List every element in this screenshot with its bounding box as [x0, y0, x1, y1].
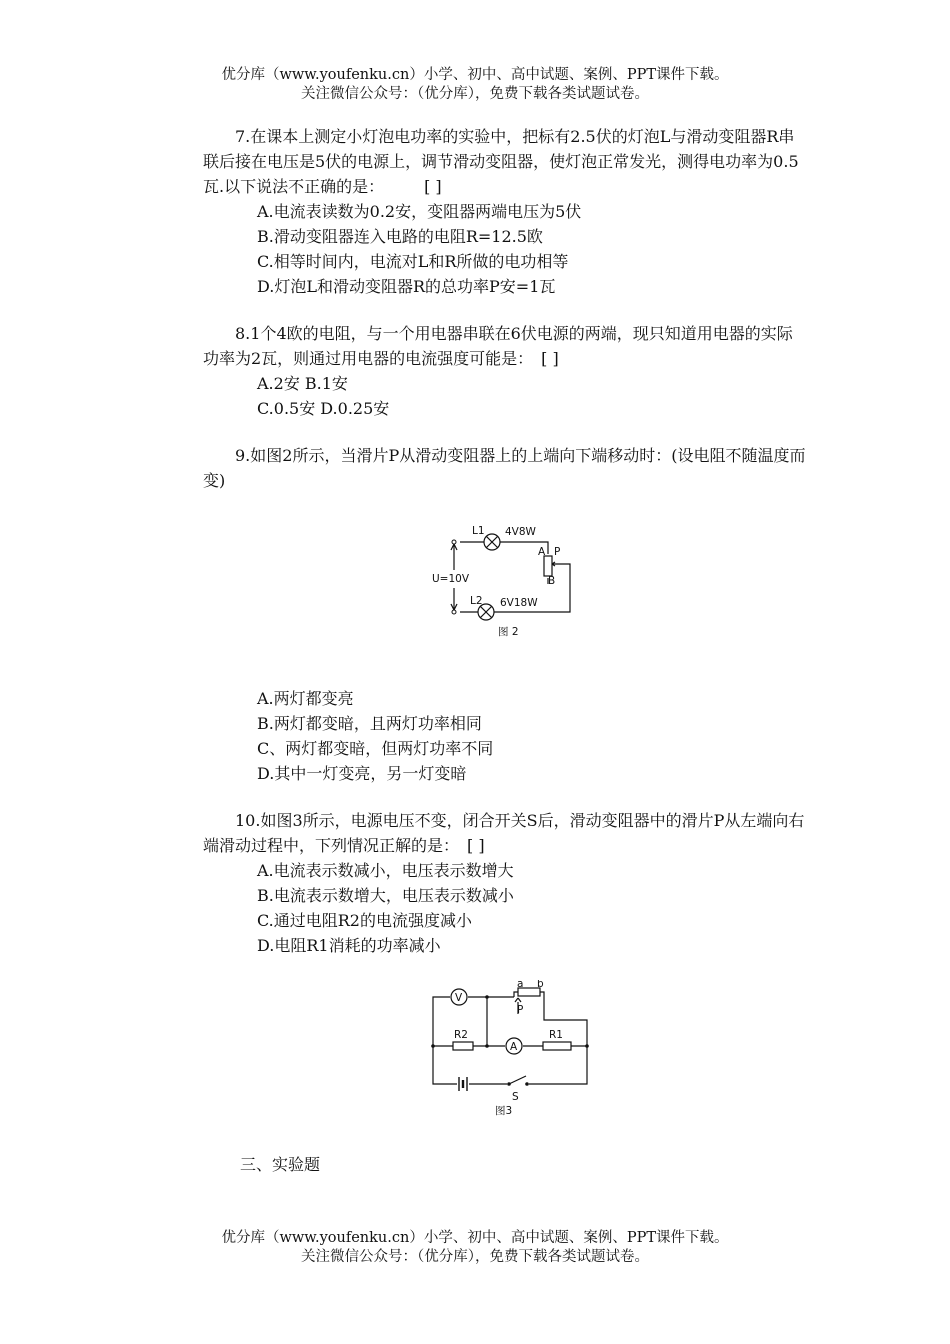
resistor-r2-icon	[453, 1042, 473, 1050]
fig3-label-s: S	[512, 1091, 519, 1103]
terminal-top-icon	[452, 540, 456, 544]
fig2-caption: 图 2	[498, 626, 519, 638]
junction-left-icon	[431, 1044, 435, 1048]
question-10-option-b: B.电流表示数增大，电压表示数减小	[257, 886, 514, 905]
ammeter-icon	[506, 1038, 522, 1054]
question-8-option-cd: C.0.5安 D.0.25安	[257, 399, 390, 418]
question-10-option-d: D.电阻R1消耗的功率减小	[257, 936, 441, 955]
battery-icon	[459, 1077, 467, 1091]
question-9-option-b: B.两灯都变暗，且两灯功率相同	[257, 714, 482, 733]
fig2-label-l2: L2	[470, 595, 483, 607]
page-header	[0, 66, 950, 104]
junction-right-icon	[585, 1044, 589, 1048]
question-7-stem: 7.在课本上测定小灯泡电功率的实验中，把标有2.5伏的灯泡L与滑动变阻器R串联后接在电压是5伏的电源上，调节滑动变阻器，使灯泡正常发光，测得电功率为0.5瓦.以下说法不正确的是： [ ]	[203, 127, 799, 196]
header-line-2: 关注微信公众号：（优分库），免费下载各类试题试卷。	[301, 86, 649, 102]
fig2-label-l1-rating: 4V8W	[505, 526, 536, 538]
fig3-label-b: b	[537, 980, 544, 990]
voltmeter-icon	[451, 989, 467, 1005]
header-line-1: 优分库（www.youfenku.cn）小学、初中、高中试题、案例、PPT课件下载。	[221, 67, 729, 83]
questions-block	[203, 124, 808, 493]
question-9-option-c: C、两灯都变暗，但两灯功率不同	[257, 739, 494, 758]
fig3-label-r2: R2	[454, 1029, 468, 1041]
question-7-option-d: D.灯泡L和滑动变阻器R的总功率P安=1瓦	[257, 277, 556, 296]
fig2-label-l1: L1	[472, 525, 485, 537]
question-7-option-c: C.相等时间内，电流对L和R所做的电功相等	[257, 252, 569, 271]
fig2-label-a: A	[538, 546, 546, 558]
question-9-option-d: D.其中一灯变亮，另一灯变暗	[257, 764, 467, 783]
figure-2-circuit	[420, 520, 590, 642]
question-10-option-a: A.电流表示数减小，电压表示数增大	[257, 861, 514, 880]
switch-s-icon	[507, 1076, 529, 1086]
question-7-option-b: B.滑动变阻器连入电路的电阻R=12.5欧	[257, 227, 543, 246]
question-8-stem: 8.1个4欧的电阻，与一个用电器串联在6伏电源的两端，现只知道用电器的实际功率为2瓦，则通过用电器的电流强度可能是： [ ]	[203, 324, 793, 368]
page-footer	[0, 1229, 950, 1267]
section-title: 三、实验题	[240, 1155, 321, 1174]
fig3-label-v: V	[455, 992, 463, 1004]
fig3-label-r1: R1	[549, 1029, 563, 1041]
fig3-label-a-meter: A	[510, 1041, 518, 1053]
fig3-label-a: a	[517, 980, 524, 990]
question-10-option-c: C.通过电阻R2的电流强度减小	[257, 911, 472, 930]
fig2-label-p: P	[554, 546, 561, 558]
footer-line-2: 关注微信公众号：（优分库），免费下载各类试题试卷。	[301, 1249, 649, 1265]
question-9-option-a: A.两灯都变亮	[257, 689, 354, 708]
fig2-label-l2-rating: 6V18W	[500, 597, 538, 609]
question-7-option-a: A.电流表读数为0.2安，变阻器两端电压为5伏	[257, 202, 582, 221]
fig2-label-b: B	[548, 575, 556, 587]
fig3-label-p: P	[517, 1004, 524, 1016]
slider-p-arrow-icon	[515, 998, 521, 1002]
rheostat-icon	[544, 556, 552, 576]
fig3-caption: 图3	[495, 1105, 513, 1117]
resistor-r1-icon	[543, 1042, 571, 1050]
junction-top-icon	[485, 995, 489, 999]
questions-block-2	[203, 686, 808, 958]
figure-3-circuit	[425, 980, 600, 1120]
lamp-l1-icon	[484, 534, 500, 550]
terminal-bottom-icon	[452, 610, 456, 614]
junction-mid-icon	[485, 1044, 489, 1048]
footer-line-1: 优分库（www.youfenku.cn）小学、初中、高中试题、案例、PPT课件下载。	[221, 1230, 729, 1246]
fig2-label-voltage: U=10V	[432, 573, 470, 585]
question-10-stem: 10.如图3所示，电源电压不变，闭合开关S后，滑动变阻器中的滑片P从左端向右端滑动过程中，下列情况正解的是： [ ]	[203, 811, 805, 855]
question-9-stem: 9.如图2所示，当滑片P从滑动变阻器上的上端向下端移动时：(设电阻不随温度而变)	[203, 446, 806, 490]
question-8-option-ab: A.2安 B.1安	[257, 374, 348, 393]
